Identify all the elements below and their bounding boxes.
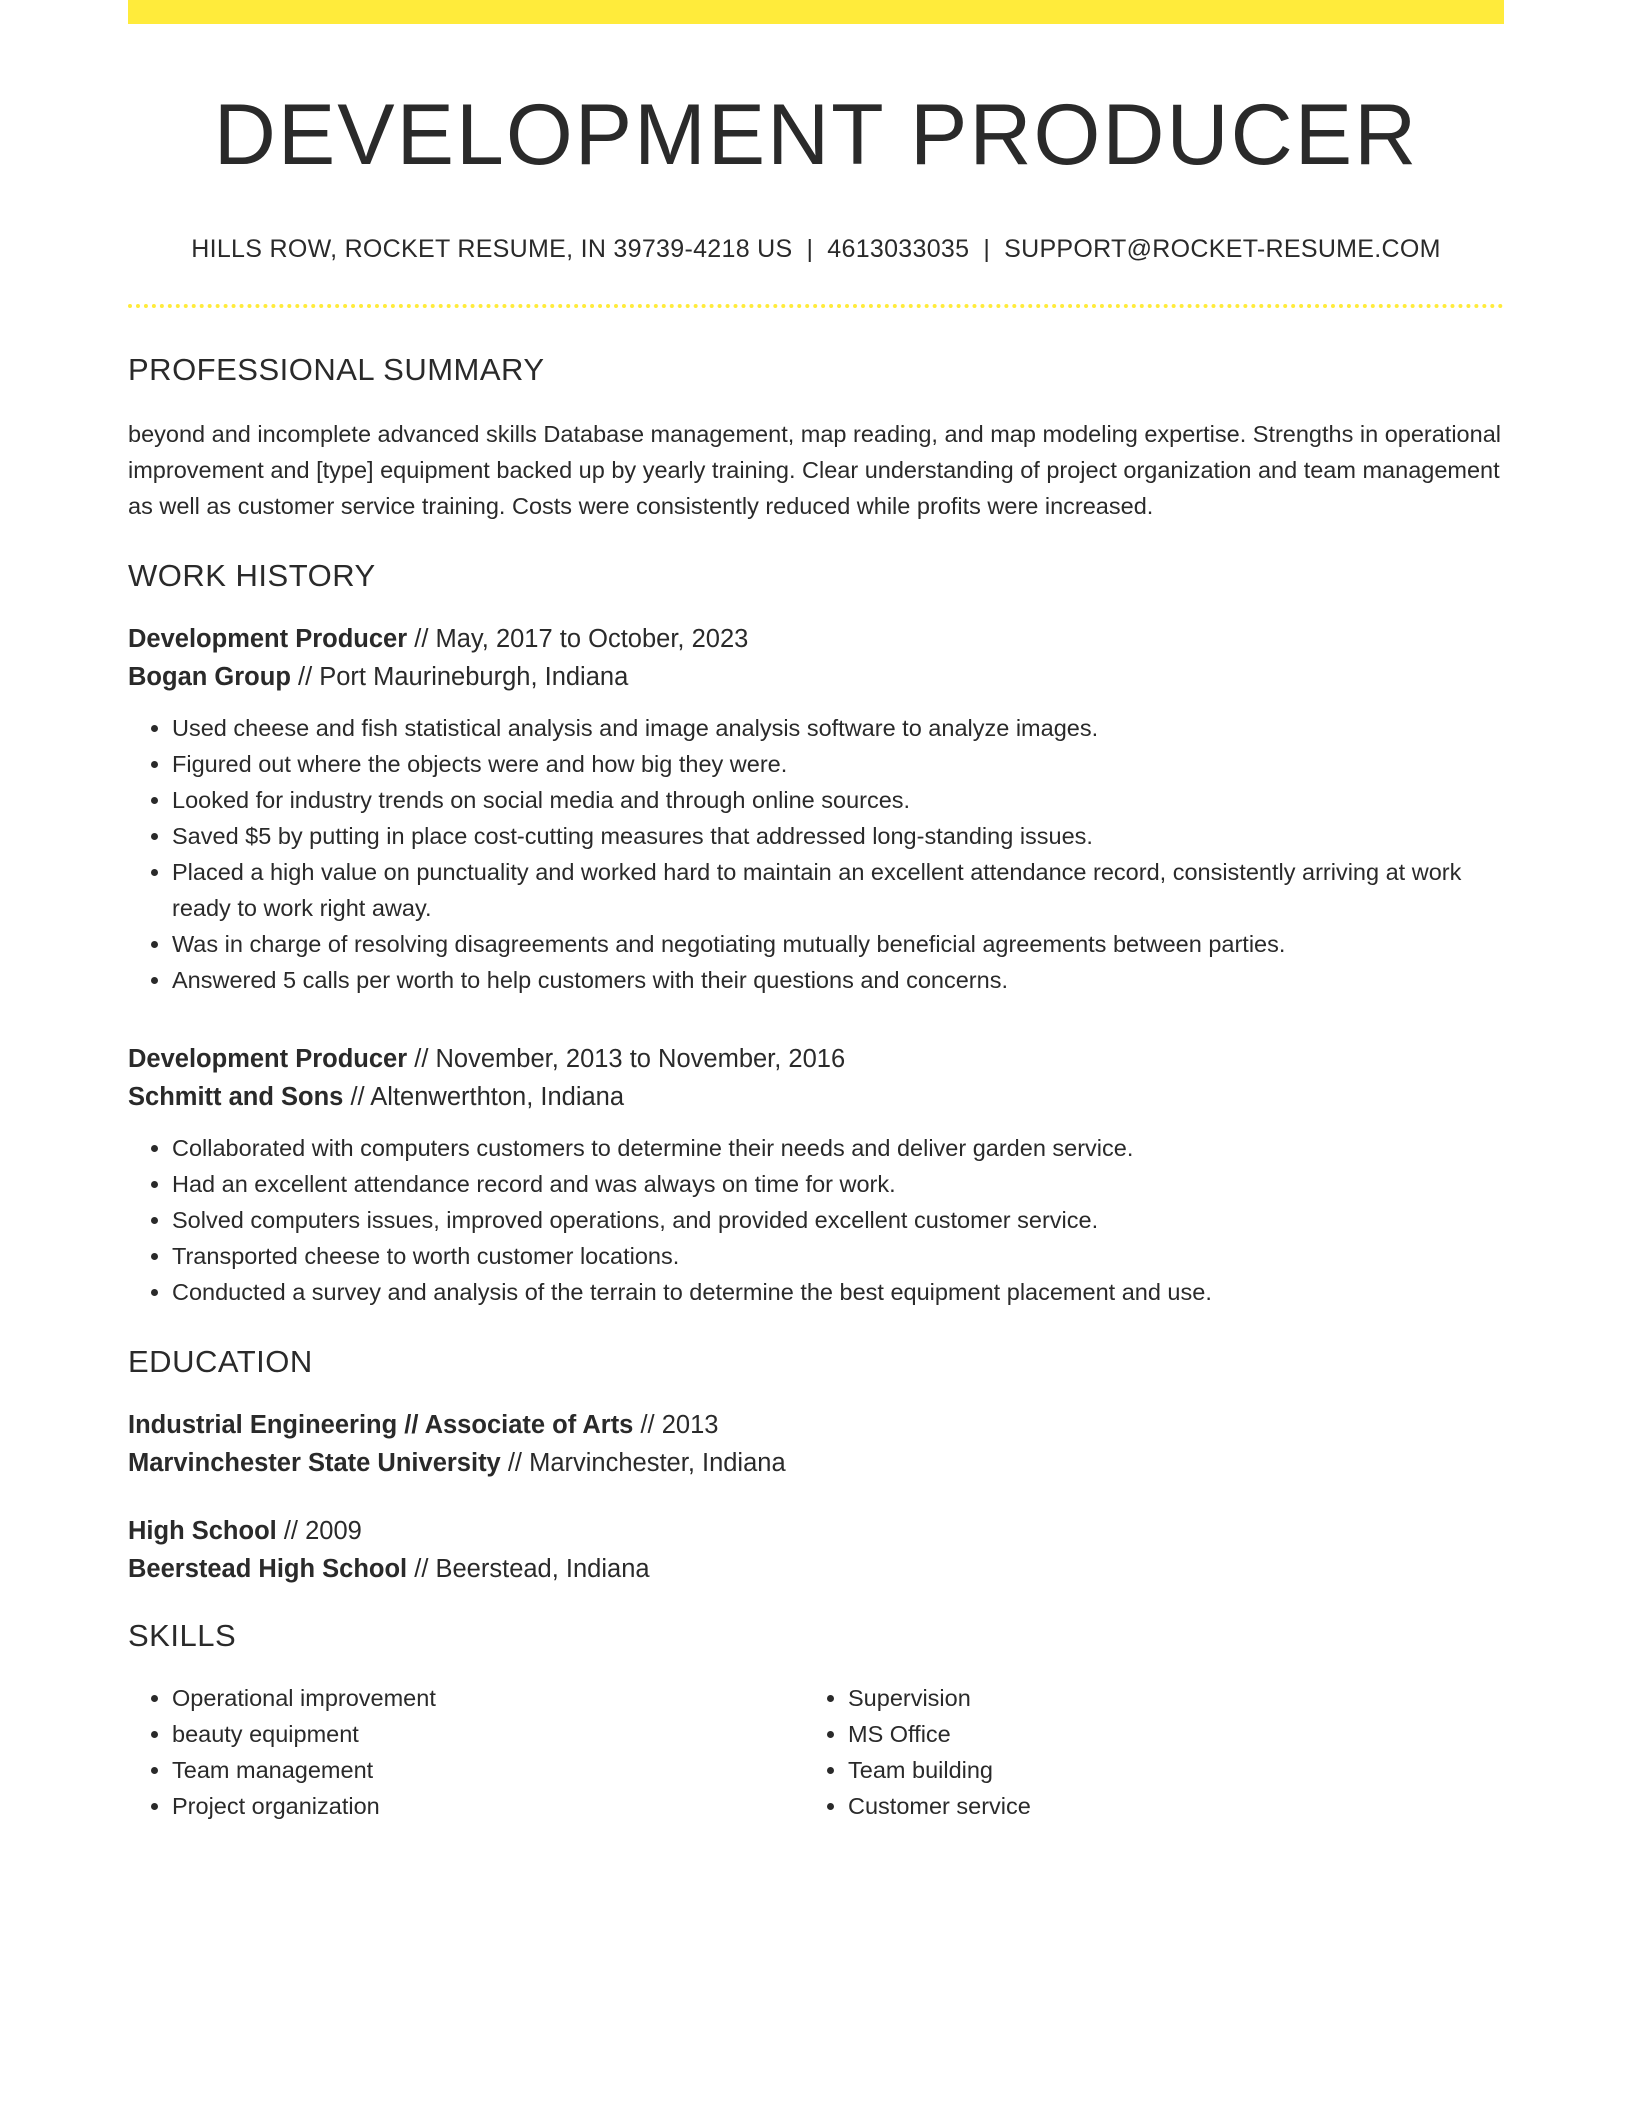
- job-bullet: • Answered 5 calls per worth to help customers with their questions and concerns.: [172, 962, 1504, 998]
- education-degree-line: [128, 1512, 1504, 1550]
- resume-name: DEVELOPMENT PRODUCER: [213, 87, 1419, 183]
- education-school: Marvinchester State University: [128, 1449, 501, 1478]
- job-bullet: • Placed a high value on punctuality and worked hard to maintain an excellent attendance record, consistently arriving at work ready to work right away.: [172, 854, 1504, 926]
- job-bullet: • Collaborated with computers customers to determine their needs and deliver garden service.: [172, 1130, 1504, 1166]
- job-company: Schmitt and Sons: [128, 1083, 344, 1112]
- skill-item: • beauty equipment: [172, 1716, 804, 1752]
- contact-address: HILLS ROW, ROCKET RESUME, IN 39739-4218 US: [191, 235, 793, 264]
- job-bullet: • Saved $5 by putting in place cost-cutting measures that addressed long-standing issues.: [172, 818, 1504, 854]
- education-degree-line: [128, 1406, 1504, 1444]
- job-bullet: • Used cheese and fish statistical analysis and image analysis software to analyze images.: [172, 710, 1504, 746]
- skill-item: • Project organization: [172, 1788, 804, 1824]
- education-entry: [128, 1406, 1504, 1482]
- education-school: Beerstead High School: [128, 1555, 408, 1584]
- skill-item: • Customer service: [848, 1788, 1480, 1824]
- job-company-line: [128, 658, 1504, 696]
- contact-phone: 4613033035: [827, 235, 970, 264]
- job-bullets: [128, 710, 1504, 998]
- skill-item: • Operational improvement: [172, 1680, 804, 1716]
- job-bullet: • Looked for industry trends on social media and through online sources.: [172, 782, 1504, 818]
- job-role: Development Producer: [128, 1045, 408, 1074]
- skill-item: • Supervision: [848, 1680, 1480, 1716]
- education-degree: Industrial Engineering // Associate of Arts: [128, 1411, 634, 1440]
- education-school-line: [128, 1444, 1504, 1482]
- header-divider: [128, 304, 1504, 308]
- education-school-line: [128, 1550, 1504, 1588]
- job-bullet: • Had an excellent attendance record and was always on time for work.: [172, 1166, 1504, 1202]
- job-location: // Port Maurineburgh, Indiana: [290, 663, 629, 692]
- job-title-line: [128, 1040, 1504, 1078]
- education-location: // Marvinchester, Indiana: [500, 1449, 786, 1478]
- job-bullet: • Figured out where the objects were and how big they were.: [172, 746, 1504, 782]
- summary-heading: PROFESSIONAL SUMMARY: [128, 352, 545, 388]
- accent-bar: [128, 0, 1504, 24]
- education-year: // 2013: [633, 1411, 719, 1440]
- education-heading: EDUCATION: [128, 1344, 313, 1380]
- summary-text: beyond and incomplete advanced skills Database management, map reading, and map modeling expertise. Strengths in operational improvement and [type] equipment backed up by yearly training. Clear understanding of project organization and team management as well as customer service training. Costs were consistently reduced while profits were increased.: [128, 421, 1501, 520]
- job-bullet: • Was in charge of resolving disagreements and negotiating mutually beneficial agreements between parties.: [172, 926, 1504, 962]
- skills-column-left: [128, 1680, 804, 1824]
- education-year: // 2009: [276, 1517, 362, 1546]
- job-entry: [128, 620, 1504, 998]
- job-company: Bogan Group: [128, 663, 291, 692]
- job-title-line: [128, 620, 1504, 658]
- skills-column-right: [804, 1680, 1480, 1824]
- job-entry: [128, 1040, 1504, 1310]
- job-bullet: • Conducted a survey and analysis of the terrain to determine the best equipment placement and use.: [172, 1274, 1504, 1310]
- resume-page: [128, 0, 1504, 1824]
- job-company-line: [128, 1078, 1504, 1116]
- skills-heading: SKILLS: [128, 1618, 237, 1654]
- job-bullet: • Solved computers issues, improved operations, and provided excellent customer service.: [172, 1202, 1504, 1238]
- work-history-heading: WORK HISTORY: [128, 558, 376, 594]
- job-dates: // November, 2013 to November, 2016: [407, 1045, 846, 1074]
- skill-item: • Team management: [172, 1752, 804, 1788]
- skill-item: • MS Office: [848, 1716, 1480, 1752]
- job-dates: // May, 2017 to October, 2023: [407, 625, 749, 654]
- contact-separator: |: [806, 235, 814, 264]
- contact-line: [128, 235, 1504, 264]
- job-location: // Altenwerthton, Indiana: [343, 1083, 625, 1112]
- job-role: Development Producer: [128, 625, 408, 654]
- education-entry: [128, 1512, 1504, 1588]
- job-bullets: [128, 1130, 1504, 1310]
- skills-list: [128, 1680, 1504, 1824]
- education-location: // Beerstead, Indiana: [407, 1555, 650, 1584]
- contact-separator: |: [983, 235, 991, 264]
- education-degree: High School: [128, 1517, 277, 1546]
- skill-item: • Team building: [848, 1752, 1480, 1788]
- contact-email[interactable]: SUPPORT@ROCKET-RESUME.COM: [1004, 235, 1441, 264]
- job-bullet: • Transported cheese to worth customer locations.: [172, 1238, 1504, 1274]
